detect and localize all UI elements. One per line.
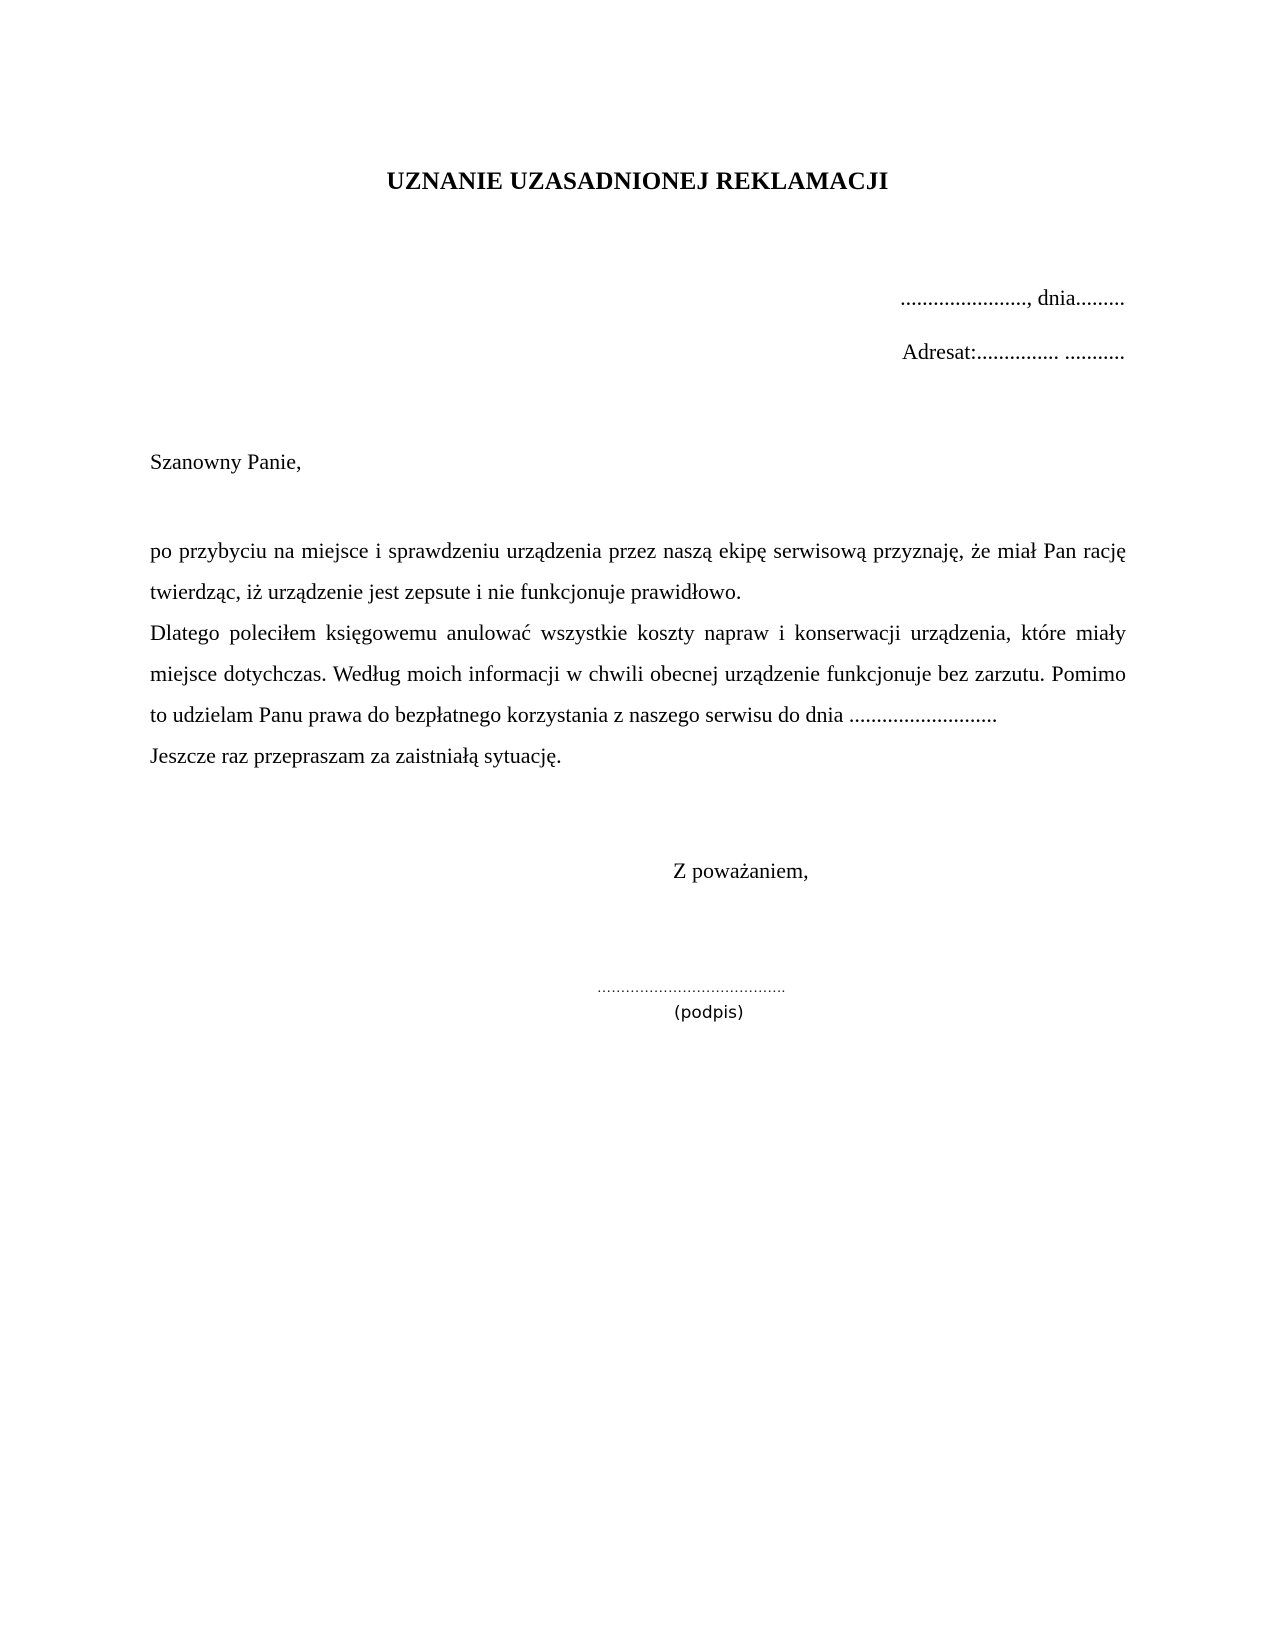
body-paragraph: Dlatego poleciłem księgowemu anulować wszystkie koszty napraw i konserwacji urządzenia, które miały miejsce dotychczas. Według moich informacji w chwili obecnej urządzenie funkcjonuje bez zarzutu. Pomimo to udzielam Panu prawa do bezpłatnego korzystania z naszego serwisu do dnia ........................... [150,620,1126,727]
salutation: Szanowny Panie, [150,449,302,474]
place-date-line: ......................., dnia......... [900,285,1125,310]
signature-line: …………………………………. [597,981,786,996]
signature-label: (podpis) [674,1003,744,1023]
body-paragraph: Jeszcze raz przepraszam za zaistniałą sytuację. [150,743,562,768]
document-title: UZNANIE UZASADNIONEJ REKLAMACJI [386,168,889,195]
body-paragraph: po przybyciu na miejsce i sprawdzeniu urządzenia przez naszą ekipę serwisową przyznaję, że miał Pan rację twierdząc, iż urządzenie jest zepsute i nie funkcjonuje prawidłowo. [150,538,1126,604]
letter-body [150,530,1126,776]
closing: Z poważaniem, [673,858,809,883]
addressee-line: Adresat:............... ........... [901,339,1125,364]
